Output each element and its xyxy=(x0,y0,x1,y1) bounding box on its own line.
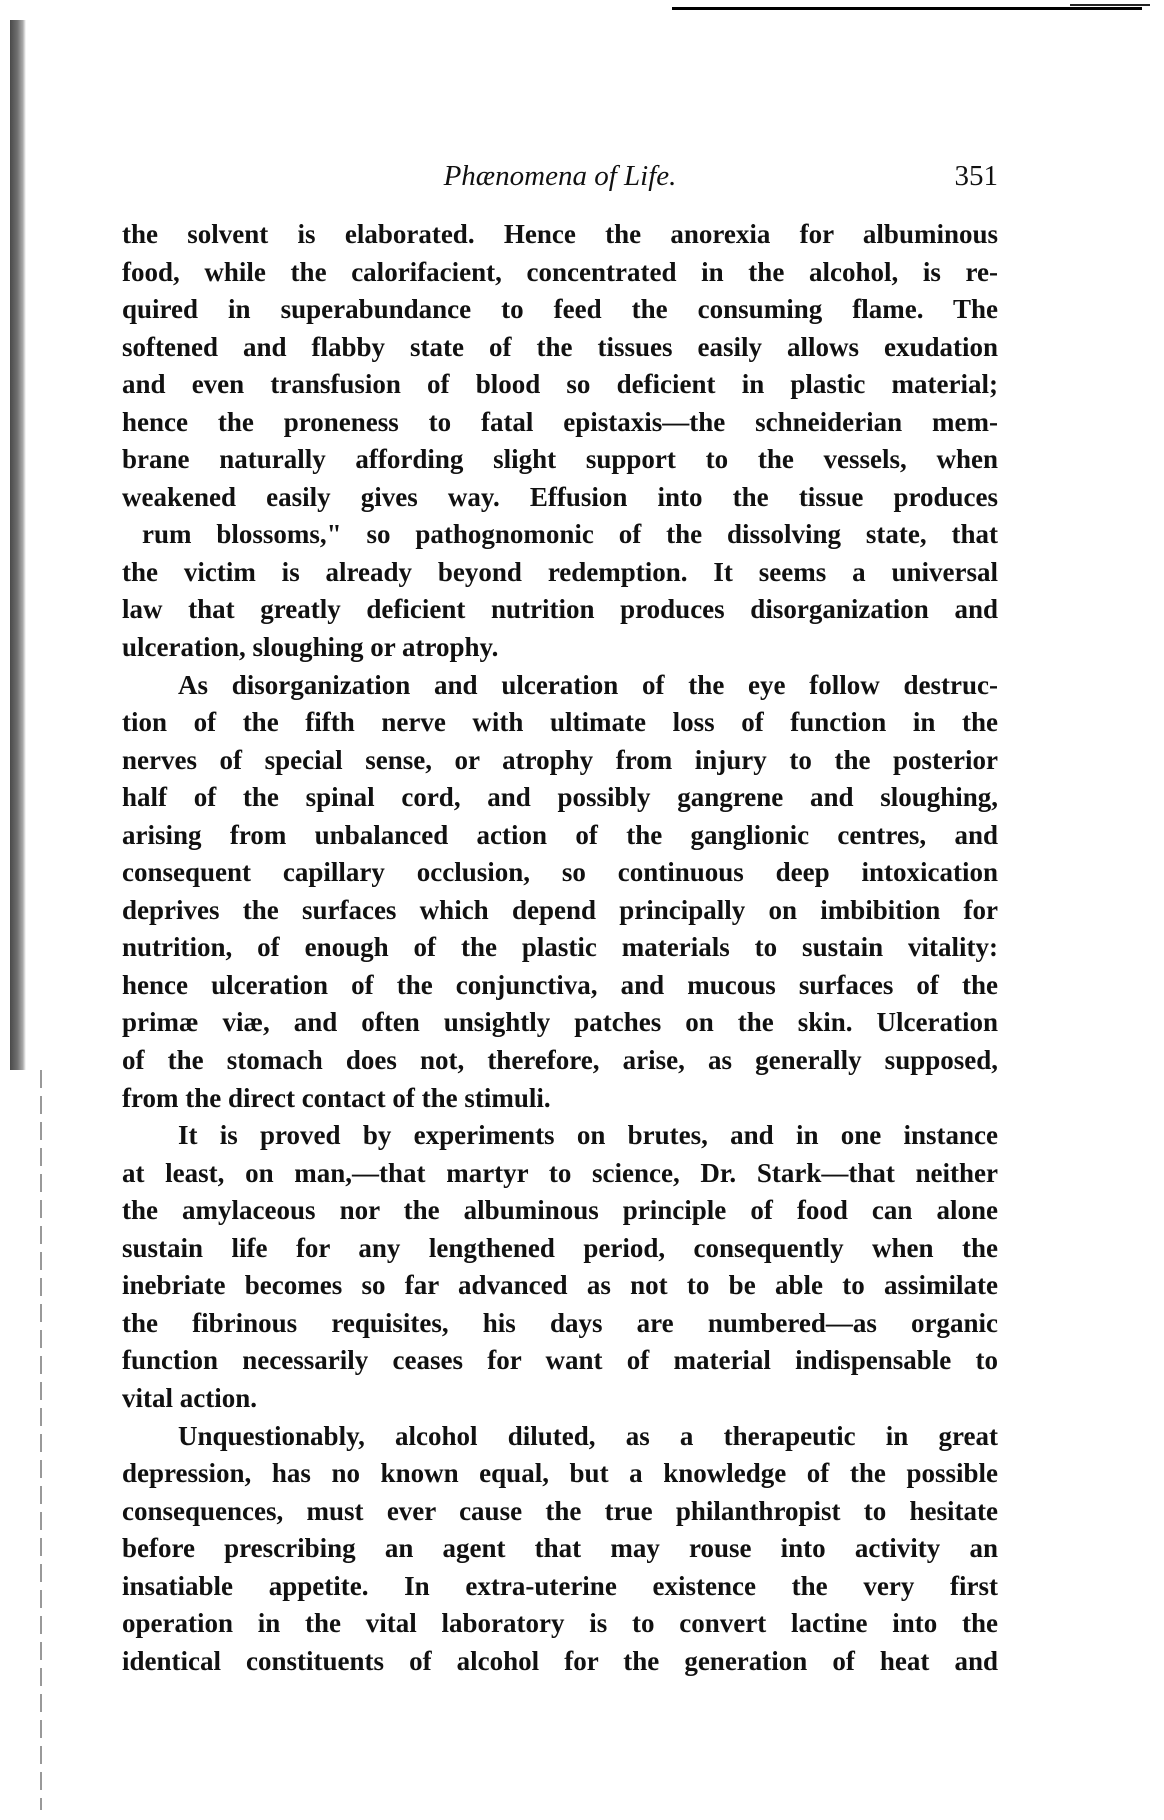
text-line: function necessarily ceases for want of material indispensable to xyxy=(122,1345,998,1376)
text-line: primæ viæ, and often unsightly patches on the skin. Ulceration xyxy=(122,1007,998,1038)
text-line: nerves of special sense, or atrophy from injury to the posterior xyxy=(122,744,998,775)
binding-shadow xyxy=(10,20,26,1070)
text-line: operation in the vital laboratory is to convert lactine into the xyxy=(122,1608,998,1639)
text-line: the fibrinous requisites, his days are numbered—as organic xyxy=(122,1307,998,1338)
text-line: half of the spinal cord, and possibly gangrene and sloughing, xyxy=(122,782,998,813)
text-line: rum blossoms," so pathognomonic of the dissolving state, that xyxy=(142,519,998,550)
text-line: food, while the calorifacient, concentrated in the alcohol, is re- xyxy=(122,256,998,287)
running-title: Phænomena of Life. xyxy=(443,160,677,192)
paragraph xyxy=(122,1117,998,1417)
text-line: deprives the surfaces which depend principally on imbibition for xyxy=(122,894,998,925)
text-line: the amylaceous nor the albuminous principle of food can alone xyxy=(122,1195,998,1226)
text-line: ulceration, sloughing or atrophy. xyxy=(122,632,499,663)
text-line: and even transfusion of blood so deficient in plastic material; xyxy=(122,369,998,400)
top-border-rule-tail xyxy=(1070,4,1150,6)
text-line: brane naturally affording slight support to the vessels, when xyxy=(122,444,998,475)
text-line: consequences, must ever cause the true philanthropist to hesitate xyxy=(122,1495,998,1526)
text-line: hence the proneness to fatal epistaxis—the schneiderian mem- xyxy=(122,406,998,437)
text-line: quired in superabundance to feed the consuming flame. The xyxy=(122,294,998,325)
text-line: the victim is already beyond redemption. It seems a universal xyxy=(122,556,998,587)
text-line: As disorganization and ulceration of the eye follow destruc- xyxy=(178,669,998,700)
text-line: depression, has no known equal, but a knowledge of the possible xyxy=(122,1458,998,1489)
text-line: inebriate becomes so far advanced as not to be able to assimilate xyxy=(122,1270,998,1301)
text-line: sustain life for any lengthened period, consequently when the xyxy=(122,1232,998,1263)
top-border-rule xyxy=(672,7,1142,10)
text-line: weakened easily gives way. Effusion into the tissue produces xyxy=(122,481,998,512)
text-line: softened and flabby state of the tissues easily allows exudation xyxy=(122,331,998,362)
text-line: identical constituents of alcohol for the generation of heat and xyxy=(122,1645,998,1676)
text-line: It is proved by experiments on brutes, and in one instance xyxy=(178,1120,998,1151)
text-line: Unquestionably, alcohol diluted, as a therapeutic in great xyxy=(178,1420,998,1451)
text-line: insatiable appetite. In extra-uterine existence the very first xyxy=(122,1570,998,1601)
text-line: law that greatly deficient nutrition produces disorganization and xyxy=(122,594,998,625)
text-line: consequent capillary occlusion, so continuous deep intoxication xyxy=(122,857,998,888)
body-text xyxy=(122,216,998,1680)
text-line: tion of the fifth nerve with ultimate loss of function in the xyxy=(122,707,998,738)
page-number: 351 xyxy=(954,160,998,192)
text-line: from the direct contact of the stimuli. xyxy=(122,1082,551,1113)
paragraph xyxy=(122,1418,998,1681)
text-line: vital action. xyxy=(122,1382,257,1413)
text-line: hence ulceration of the conjunctiva, and mucous surfaces of the xyxy=(122,969,998,1000)
paragraph xyxy=(122,216,998,667)
text-line: before prescribing an agent that may rouse into activity an xyxy=(122,1533,998,1564)
binding-edge-line xyxy=(40,1070,42,1810)
text-line: nutrition, of enough of the plastic materials to sustain vitality: xyxy=(122,932,998,963)
text-line: at least, on man,—that martyr to science, Dr. Stark—that neither xyxy=(122,1157,998,1188)
running-head xyxy=(122,156,998,196)
paragraph xyxy=(122,667,998,1118)
text-line: the solvent is elaborated. Hence the anorexia for albuminous xyxy=(122,219,998,249)
text-line: arising from unbalanced action of the ganglionic centres, and xyxy=(122,819,998,850)
text-line: of the stomach does not, therefore, arise, as generally supposed, xyxy=(122,1045,998,1076)
